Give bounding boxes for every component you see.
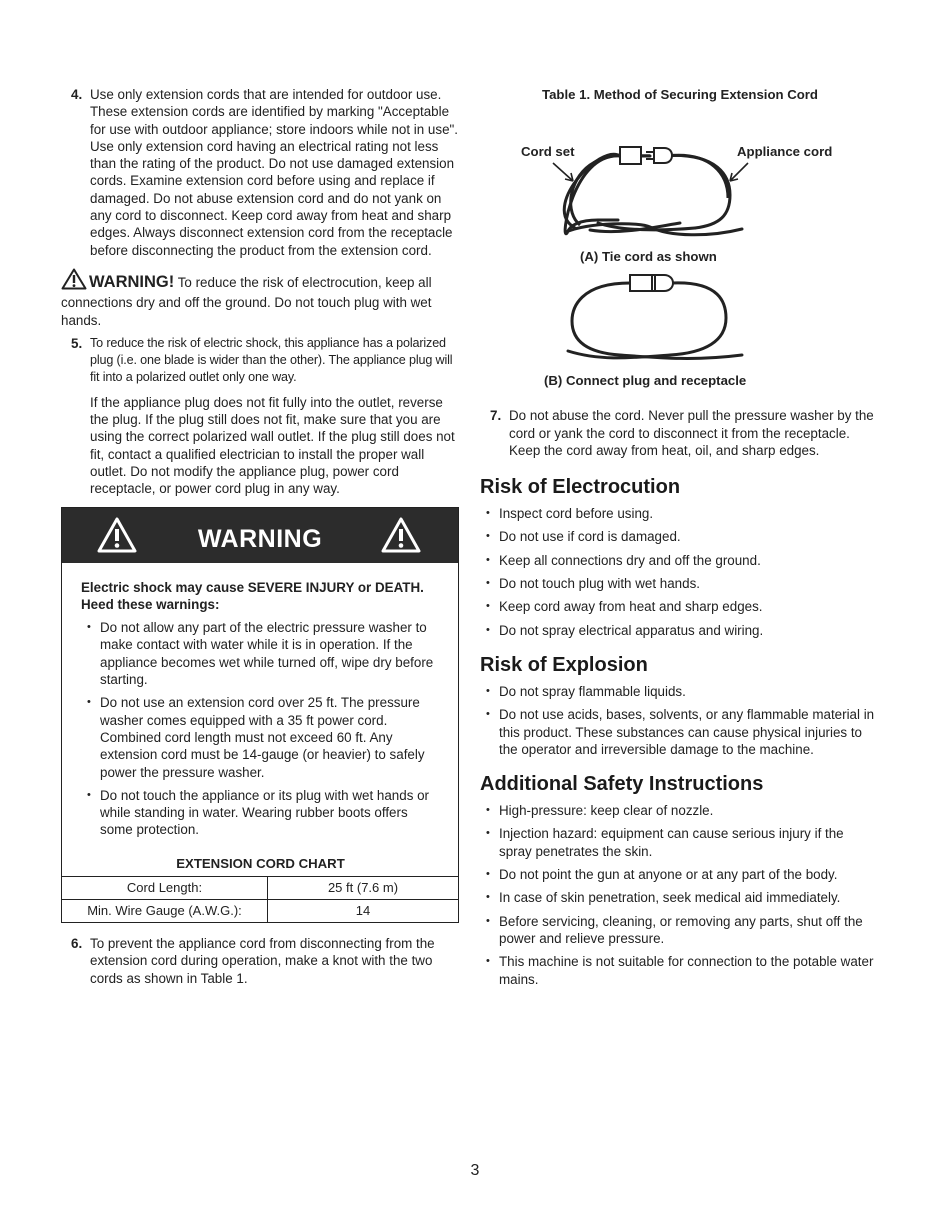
item-text: To reduce the risk of electric shock, this appliance has a polarized plug (i.e. one blade is wider than the other). The appliance plug will fit into a polarized outlet only one way. (90, 335, 453, 385)
list-item: • High-pressure: keep clear of nozzle. (480, 802, 880, 819)
caption-a: (A) Tie cord as shown (580, 249, 717, 265)
warning-triangle-icon (96, 516, 138, 558)
warning-triangle-icon (61, 268, 87, 294)
list-item: • Keep cord away from heat and sharp edges. (480, 598, 880, 615)
instruction-item-5 (61, 335, 461, 498)
table-cell-label: Min. Wire Gauge (A.W.G.): (62, 899, 268, 922)
item-text: Use only extension cords that are intended for outdoor use. These extension cords are identified by marking "Acceptable for use with outdoor appliance; store indoors while not in use". Use only extension cord having an electrical rating not less than the rating of the product. Do not use damaged extension cords. Examine extension cord before using and replace if damaged. Do not abuse extension cord and do not yank on any cord to disconnect. Keep cord away from heat and sharp edges. Always disconnect extension cord from the receptacle before disconnecting the product from the extension cord. (90, 87, 459, 258)
warning-box-header (62, 508, 458, 563)
table-cell-label: Cord Length: (62, 876, 268, 899)
inline-warning (61, 268, 461, 329)
table-cell-value: 25 ft (7.6 m) (268, 876, 459, 899)
table-title: Table 1. Method of Securing Extension Cord (542, 87, 818, 102)
electrocution-list (480, 505, 880, 639)
list-item: • Do not spray flammable liquids. (480, 683, 880, 700)
table-row (62, 876, 458, 899)
extension-cord-chart-title: EXTENSION CORD CHART (176, 855, 345, 871)
caption-b: (B) Connect plug and receptacle (544, 373, 747, 389)
item-text: To prevent the appliance cord from disconnecting from the extension cord during operation, make a knot with the two cords as shown in Table 1. (90, 935, 435, 986)
list-item: • Keep all connections dry and off the ground. (480, 552, 880, 569)
item-number: 4. (71, 87, 83, 102)
list-item: • In case of skin penetration, seek medical aid immediately. (480, 889, 880, 906)
table-cell-value: 14 (268, 899, 459, 922)
list-item: • Do not touch the appliance or its plug with wet hands or while standing in water. Wearing rubber boots offers some protection. (81, 787, 440, 839)
section-heading-additional-safety: Additional Safety Instructions (480, 773, 764, 796)
label-appliance-cord: Appliance cord (737, 144, 833, 160)
item-text-continued: If the appliance plug does not fit fully into the outlet, reverse the plug. If the plug still does not fit, make sure that you are using the correct polarized wall outlet. If the plug still does not fit, contact a qualified electrician to install the proper wall outlet. Do not modify the appliance plug, power cord receptacle, or power cord plug in any way. (90, 394, 455, 497)
warning-bullets (81, 619, 440, 839)
list-item: • Do not use an extension cord over 25 ft. The pressure washer comes equipped with a 35 ft power cord. Combined cord length must not exceed 60 ft. Any extension cord must be 14-gauge (or heavier) to safely power the pressure washer. (81, 694, 440, 780)
additional-safety-list (480, 802, 880, 988)
explosion-list (480, 683, 880, 758)
list-item: • Inspect cord before using. (480, 505, 880, 522)
item-number: 5. (71, 335, 83, 351)
warning-box (61, 507, 459, 923)
list-item: • Do not use acids, bases, solvents, or any flammable material in this product. These substances can cause physical injuries to the operator and irreversible damage to the machine. (480, 706, 880, 758)
list-item: • Do not allow any part of the electric pressure washer to make contact with water while it is in operation. If the appliance becomes wet while turned off, wipe dry before starting. (81, 619, 440, 688)
inline-warning-title: WARNING! (89, 272, 175, 291)
page-number: 3 (470, 1162, 480, 1179)
label-cord-set: Cord set (521, 144, 575, 160)
section-heading-explosion: Risk of Explosion (480, 653, 648, 676)
list-item: • Do not spray electrical apparatus and wiring. (480, 622, 880, 639)
list-item: • Before servicing, cleaning, or removing any parts, shut off the power and relieve pressure. (480, 913, 880, 948)
warning-box-body (62, 563, 458, 872)
instruction-item-6 (61, 935, 461, 987)
warning-box-title: WARNING (197, 524, 323, 553)
list-item: • This machine is not suitable for connection to the potable water mains. (480, 953, 880, 988)
cord-knot-diagram (480, 103, 880, 389)
warning-triangle-icon (380, 516, 422, 558)
instruction-item-7 (480, 407, 880, 459)
item-number: 6. (71, 935, 83, 951)
section-heading-electrocution: Risk of Electrocution (480, 476, 681, 499)
list-item: • Do not use if cord is damaged. (480, 528, 880, 545)
instruction-item-4 (61, 86, 461, 259)
warning-lead: Electric shock may cause SEVERE INJURY or DEATH. Heed these warnings: (81, 579, 424, 612)
list-item: • Do not point the gun at anyone or at any part of the body. (480, 866, 880, 883)
list-item: • Do not touch plug with wet hands. (480, 575, 880, 592)
table-row (62, 899, 458, 922)
list-item: • Injection hazard: equipment can cause serious injury if the spray penetrates the skin. (480, 825, 880, 860)
item-number: 7. (490, 408, 502, 424)
left-column (61, 86, 461, 987)
right-column (480, 86, 880, 994)
extension-cord-chart (62, 876, 458, 922)
item-text: Do not abuse the cord. Never pull the pressure washer by the cord or yank the cord to disconnect it from the receptacle. Keep the cord away from heat, oil, and sharp edges. (509, 408, 874, 458)
inline-warning-text: To reduce the risk of electrocution, keep all connections dry and off the ground. Do not touch plug with wet hands. (61, 274, 432, 328)
